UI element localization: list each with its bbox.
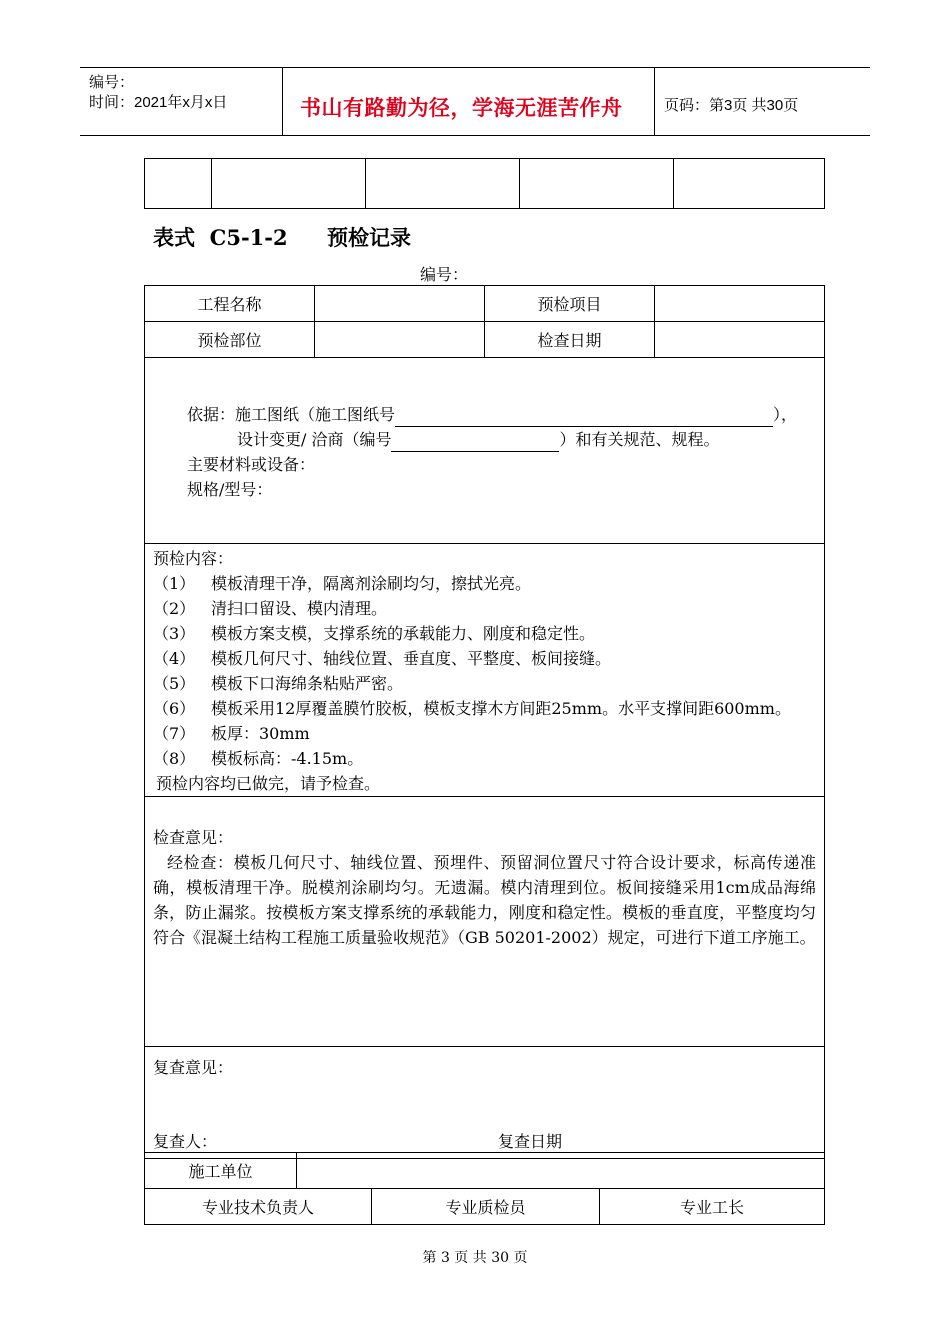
header-number-label: 编号： [89,74,135,91]
content-item [153,721,824,746]
content-item-text: 模板下口海绵条粘贴严密。 [211,674,404,693]
project-name-value[interactable] [315,286,485,322]
check-date-label: 检查日期 [485,322,655,358]
empty-cell [520,159,674,209]
precheck-item-label: 预检项目 [485,286,655,322]
spec-label: 规格/型号： [187,480,273,499]
content-item-number: （2） [153,599,196,618]
precheck-location-value[interactable] [315,322,485,358]
construction-unit-label: 施工单位 [145,1153,297,1189]
precheck-item-value[interactable] [655,286,825,322]
header-motto: 书山有路勤为径，学海无涯苦作舟 [300,95,623,120]
basis-line-2 [187,427,824,452]
materials-label: 主要材料或设备： [187,455,316,474]
previous-table-fragment [144,158,825,209]
signatories-table [144,1188,825,1225]
content-item-text: 板厚：30mm [211,724,310,743]
content-item [153,696,824,721]
empty-cell [212,159,366,209]
header-page-label: 页码：第3页 共30页 [664,97,799,114]
precheck-location-label: 预检部位 [145,322,315,358]
project-name-label: 工程名称 [145,286,315,322]
content-item [153,596,824,621]
content-item [153,646,824,671]
recheck-person-label: 复查人： [153,1132,218,1151]
content-item-number: （7） [153,724,196,743]
precheck-record-table [144,285,825,1159]
content-item-text: 清扫口留设、模内清理。 [211,599,388,618]
content-item-number: （6） [153,699,196,718]
foreman-label: 专业工长 [600,1189,825,1225]
empty-cell [674,159,825,209]
opinion-text: 经检查：模板几何尺寸、轴线位置、预埋件、预留洞位置尺寸符合设计要求，标高传递准确，模板清理干净。脱模剂涂刷均匀。无遗漏。模内清理到位。板间接缝采用1cm成品海绵条，防止漏浆。按模板方案支撑系统的承载能力，刚度和稳定性。模板的垂直度，平整度均匀符合《混凝土结构工程施工质量验收规范》（GB 50201-2002）规定，可进行下道工序施工。 [153,853,816,947]
quality-inspector-label: 专业质检员 [372,1189,600,1225]
content-item-text: 模板方案支模，支撑系统的承载能力、刚度和稳定性。 [211,624,596,643]
content-title: 预检内容： [153,549,234,568]
content-item-text: 模板采用12厚覆盖膜竹胶板，模板支撑木方间距25mm。水平支撑间距600mm。 [211,699,791,718]
content-item-number: （1） [153,574,196,593]
header-divider-right [654,67,655,135]
content-item-number: （8） [153,749,196,768]
content-item-text: 模板清理干净，隔离剂涂刷均匀，擦拭光亮。 [211,574,532,593]
empty-cell [366,159,520,209]
basis-line1-suffix: ）， [773,405,798,424]
check-opinion-section [145,797,825,1047]
content-item [153,746,824,771]
recheck-section [145,1047,825,1159]
header-divider-left [282,67,283,135]
basis-line1-prefix: 依据：施工图纸（施工图纸号 [187,405,396,424]
recheck-title: 复查意见： [153,1058,234,1077]
content-item [153,671,824,696]
content-item-text: 模板标高：-4.15m。 [211,749,364,768]
construction-unit-value[interactable] [297,1153,825,1189]
content-item-number: （5） [153,674,196,693]
form-number-label: 编号： [420,265,469,284]
change-number-blank[interactable] [391,431,559,452]
header-bottom-rule [80,135,870,136]
footer-page-number: 第 3 页 共 30 页 [422,1250,528,1266]
content-item-number: （3） [153,624,196,643]
construction-unit-table [144,1152,825,1189]
basis-line-1 [187,402,824,427]
drawing-number-blank[interactable] [395,406,773,427]
header-top-rule [80,67,870,68]
precheck-content-section [145,544,825,797]
content-item [153,621,824,646]
content-footer: 预检内容均已做完，请予检查。 [156,774,381,793]
header-time-label: 时间：2021年x月x日 [89,94,228,111]
opinion-title: 检查意见： [153,828,234,847]
recheck-date-label: 复查日期 [498,1132,563,1151]
content-item-text: 模板几何尺寸、轴线位置、垂直度、平整度、板间接缝。 [211,649,612,668]
check-date-value[interactable] [655,322,825,358]
content-item [153,571,824,596]
tech-lead-label: 专业技术负责人 [145,1189,372,1225]
empty-cell [145,159,212,209]
content-item-number: （4） [153,649,196,668]
basis-line2-prefix: 设计变更/ 洽商（编号 [237,430,392,449]
basis-section [145,358,825,544]
form-title-name: 预检记录 [327,225,411,250]
basis-line2-suffix: ）和有关规范、规程。 [559,430,720,449]
form-title-code: 表式 C5-1-2 [153,225,288,250]
